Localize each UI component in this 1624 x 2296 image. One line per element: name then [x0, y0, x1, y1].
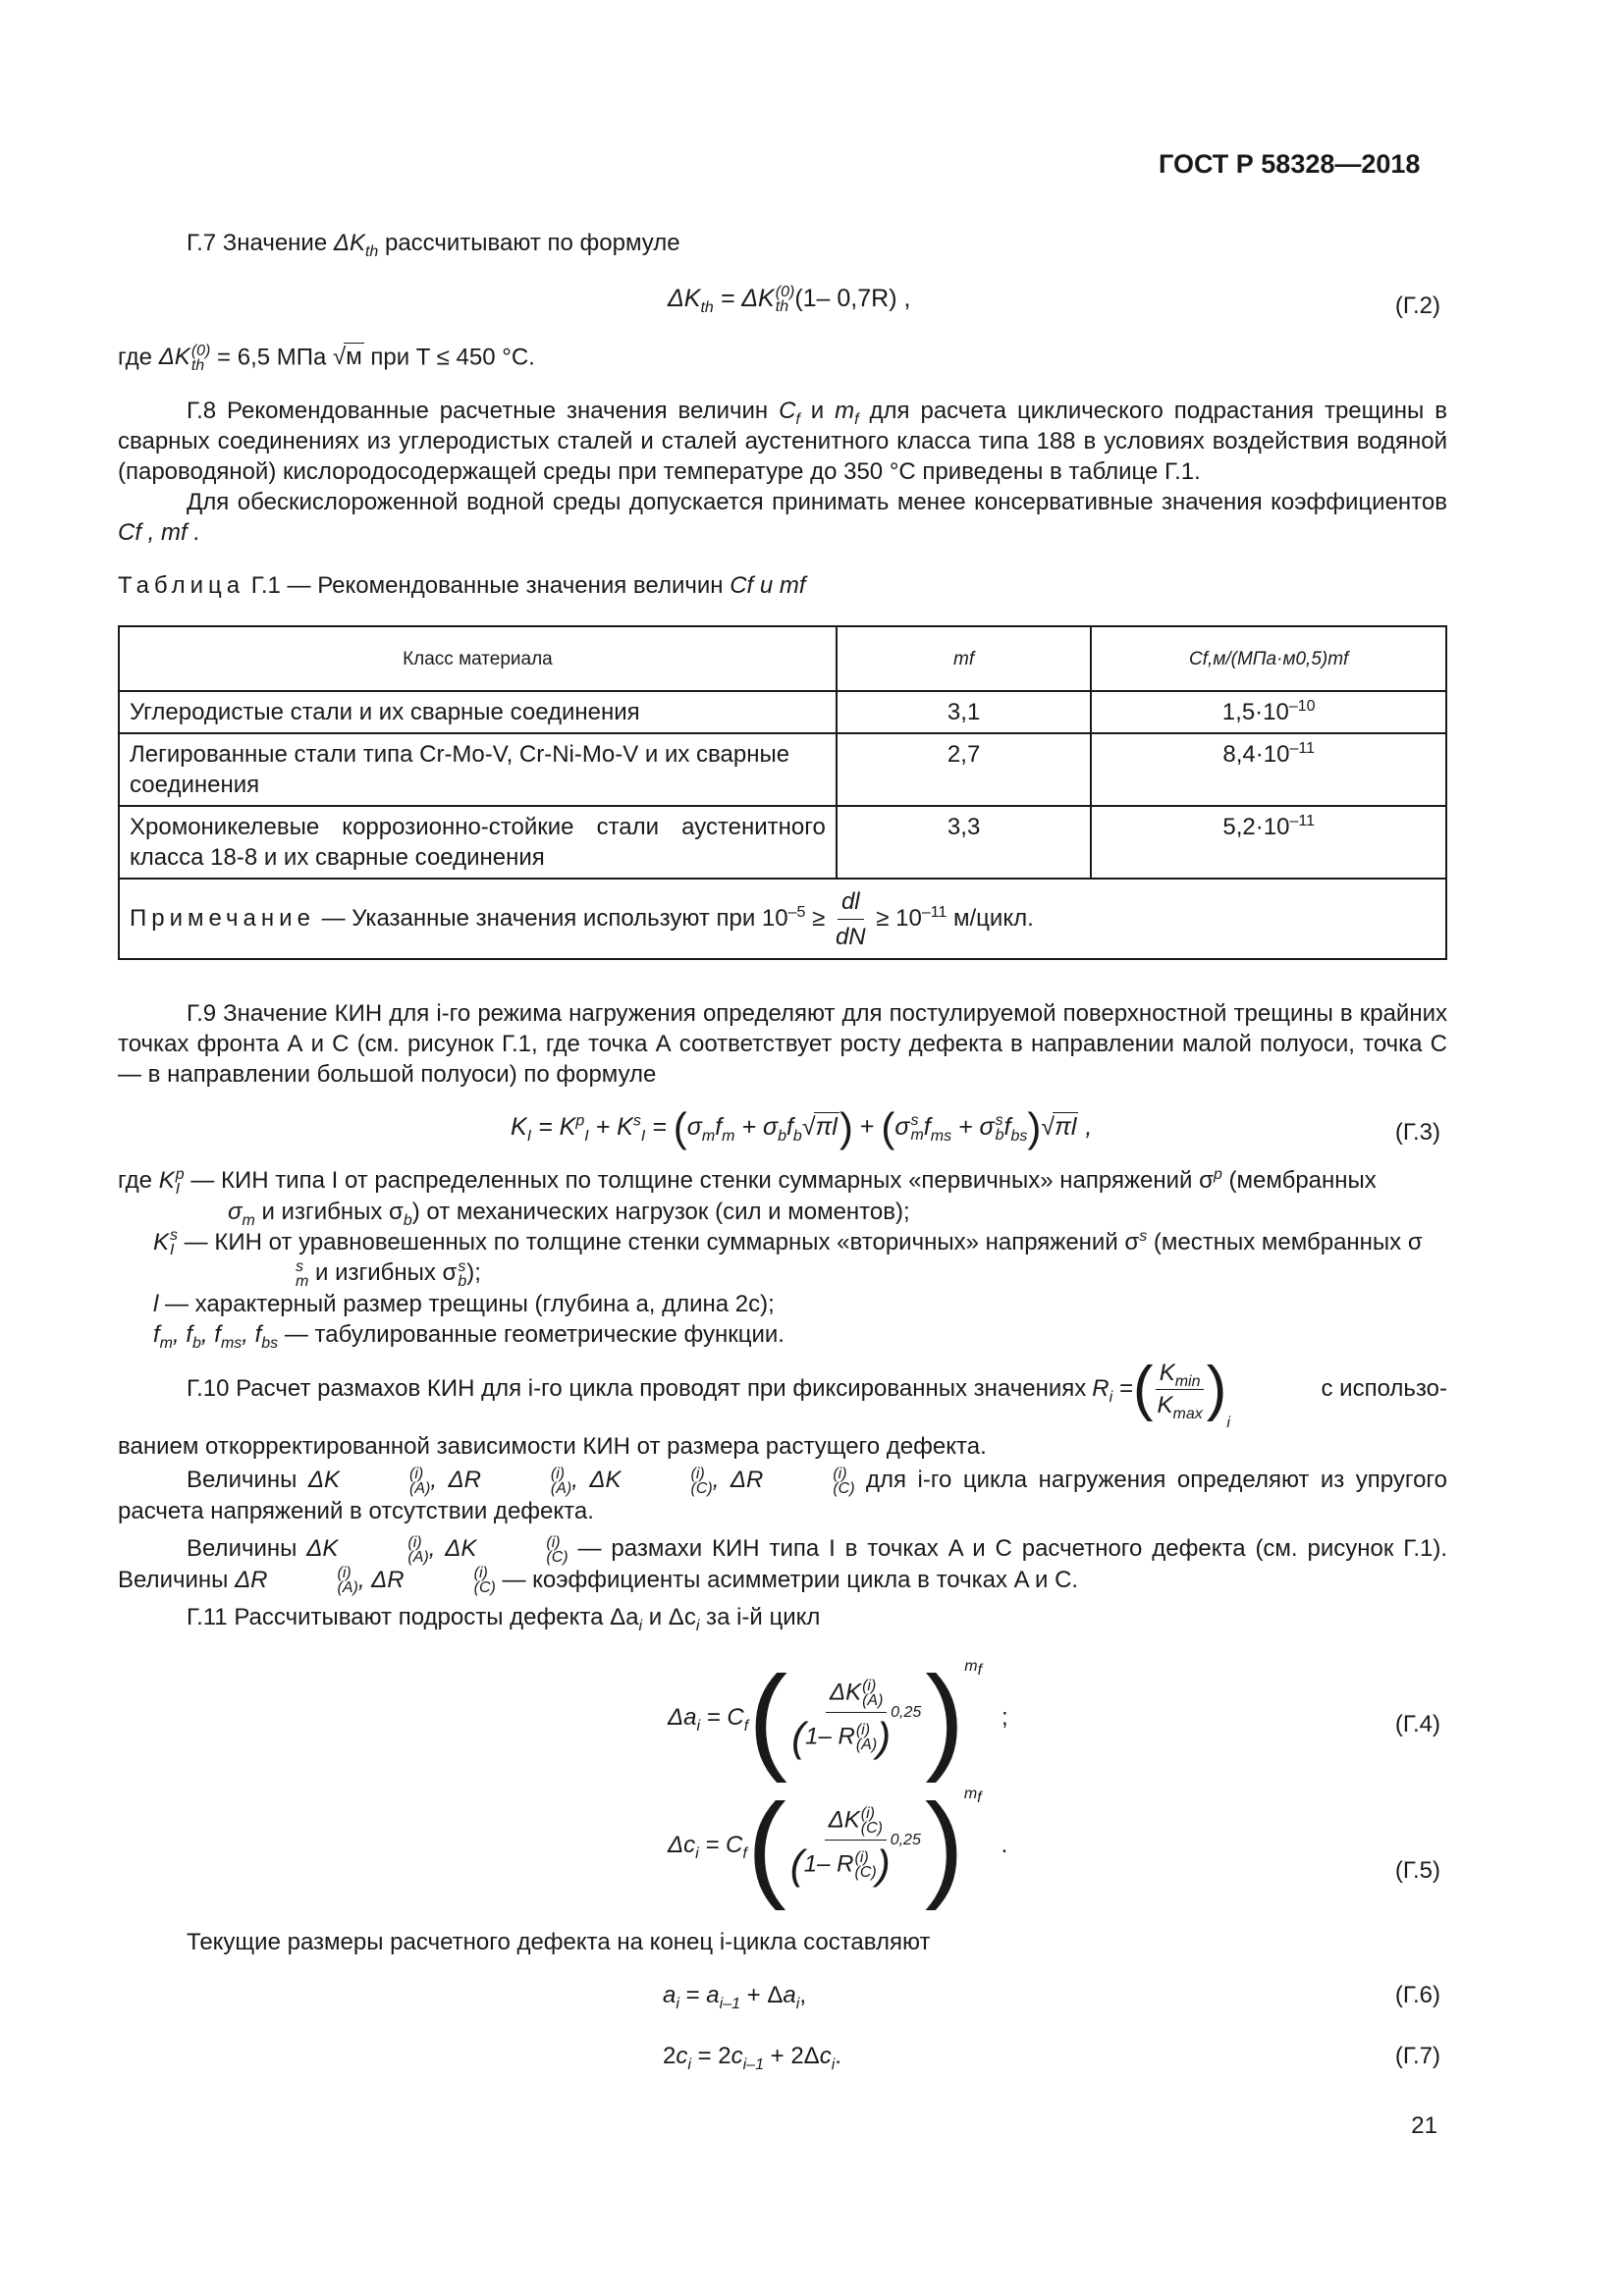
equation-number-g6: (Г.6) [1394, 1982, 1440, 2008]
section-g7-intro: Г.7 Значение $\Delta K_{th}$ рассчитывают по формуле [187, 230, 680, 260]
formula-g4: $\Delta a_i = C_f$ ( ΔK (i) (A) (1– R (i) (A) )$^{0,25}$ ) $^{m_f}$ ; [668, 1652, 1008, 1784]
formula-g2-where: где ΔK (0) th = 6,5 МПа √м при T ≤ 450 °С. [118, 343, 535, 374]
section-g8-paragraph: Г.8 Рекомендованные расчетные значения величин $C_f$ и $m_f$ для расчета циклического подрастания трещины в сварных соединениях из углеродистых сталей и сталей аустенитного класса типа 188 в условиях воздействия водяной (пароводяной) кислородосодержащей среды при температуре до 350 °С приведены в таблице Г.1. [118, 398, 1447, 485]
document-header: ГОСТ Р 58328—2018 [1159, 149, 1421, 179]
formula-g3: $K_I = K^p_I + K^s_I = (\sigma_mf_m + \sigma_bf_b√\pi l) + (\sigma$ s m $f_{ms} + \sigma$ s b $f_{bs})√\pi l$ , [511, 1104, 1093, 1150]
section-g10-paragraph-2: Величины ΔK (i) (A) , ΔR (i) (A) , ΔK (i) (C) , ΔR (i) (C) для i-го цикла нагружения определяют из упругого расчета напряжений в отсутствии дефекта. [118, 1465, 1447, 1524]
equation-number-g5: (Г.5) [1394, 1857, 1440, 1884]
formula-g7: $2c_i = 2c_{i-1} + 2\Delta c_i$. [663, 2043, 841, 2073]
table-row: Хромоникелевые коррозионно-стойкие стали аустенитного класса 18-8 и их сварные соединения 3,3 $5,2\cdot 10^{-11}$ [119, 806, 1446, 879]
equation-number-g3: (Г.3) [1394, 1119, 1440, 1146]
section-g11-current-sizes: Текущие размеры расчетного дефекта на конец i-цикла составляют [187, 1929, 931, 1955]
section-g10-line1: Г.10 Расчет размахов КИН для i-го цикла проводят при фиксированных значениях $R_i$ = ( $\frac{K_{min}}{K_{max}}$ ) i с использо- [187, 1355, 1447, 1431]
header-cf: Cf,м/(МПа·м0,5)mf [1091, 626, 1446, 691]
equation-number-g7: (Г.7) [1394, 2043, 1440, 2069]
section-g11-intro: Г.11 Рассчитывают подросты дефекта $\Delta a_i$ и $\Delta c_i$ за i-й цикл [187, 1604, 821, 1634]
formula-g5: $\Delta c_i = C_f$ ( ΔK (i) (C) (1– R (i) (C) )$^{0,25}$ ) $^{m_f}$ . [668, 1780, 1008, 1911]
section-g10-paragraph-3: Величины ΔK (i) (A) , ΔK (i) (C) — размахи КИН типа I в точках A и C расчетного дефекта (см. рисунок Г.1). Величины ΔR (i) (A) , ΔR (i) (C) — коэффициенты асимметрии цикла в точках A и C. [118, 1533, 1447, 1597]
equation-number-g4: (Г.4) [1394, 1711, 1440, 1737]
page-number: 21 [1411, 2112, 1437, 2139]
formula-g3-where: где K p I — КИН типа I от распределенных по толщине стенки суммарных «первичных» напряжений $\sigma^p$ (мембранных $\sigma_m$ и изгибных $\sigma_b$) от механических нагрузок (сил и моментов); K s I — КИН от уравновешенных по толщине стенки суммарных «вторичных» напряжений $\sigma^s$ (местных мембранных σ s m и изгибных σ s b ); l — характерный размер трещины (глубина а, длина 2с); $f_m$, $f_b$, $f_{ms}$, $f_{bs}$ — табулированные геометрические функции. [118, 1165, 1423, 1352]
table-row: Легированные стали типа Cr-Mo-V, Cr-Ni-Mo-V и их сварные соединения 2,7 $8,4\cdot 10^{-11}$ [119, 733, 1446, 806]
table-row: Углеродистые стали и их сварные соединения 3,1 $1,5\cdot 10^{-10}$ [119, 691, 1446, 733]
formula-g6: $a_i = a_{i-1} + \Delta a_i$, [663, 1982, 806, 2012]
equation-number-g2: (Г.2) [1394, 293, 1440, 319]
formula-g2: $\Delta K_{th} = \Delta K$ (0) th (1– 0,7R) , [668, 284, 911, 316]
section-g10-line2: ванием откорректированной зависимости КИН от размера растущего дефекта. [118, 1433, 987, 1460]
note-fraction: $\frac{dl}{dN}$ [835, 887, 866, 950]
table-header-row [119, 626, 1446, 691]
table-note-row: Примечание — Указанные значения используют при $10^{-5}$ ≥ $\frac{dl}{dN}$ ≥ $10^{-11}$ м/цикл. [119, 879, 1446, 959]
section-g9-paragraph: Г.9 Значение КИН для i-го режима нагружения определяют для постулируемой поверхностной трещины в крайних точках фронта А и С (см. рисунок Г.1, где точка А соответствует росту дефекта в направлении малой полуоси, точка С — в направлении большой полуоси) по формуле [118, 1000, 1447, 1088]
header-mf: mf [837, 626, 1092, 691]
table-caption: Таблица Г.1 — Рекомендованные значения величин Cf и mf [118, 572, 806, 599]
section-g8-paragraph-2: Для обескислороженной водной среды допускается принимать менее консервативные значения коэффициентов Cf , mf . [118, 489, 1447, 546]
table-g1 [118, 625, 1447, 960]
header-material: Класс материала [119, 626, 837, 691]
